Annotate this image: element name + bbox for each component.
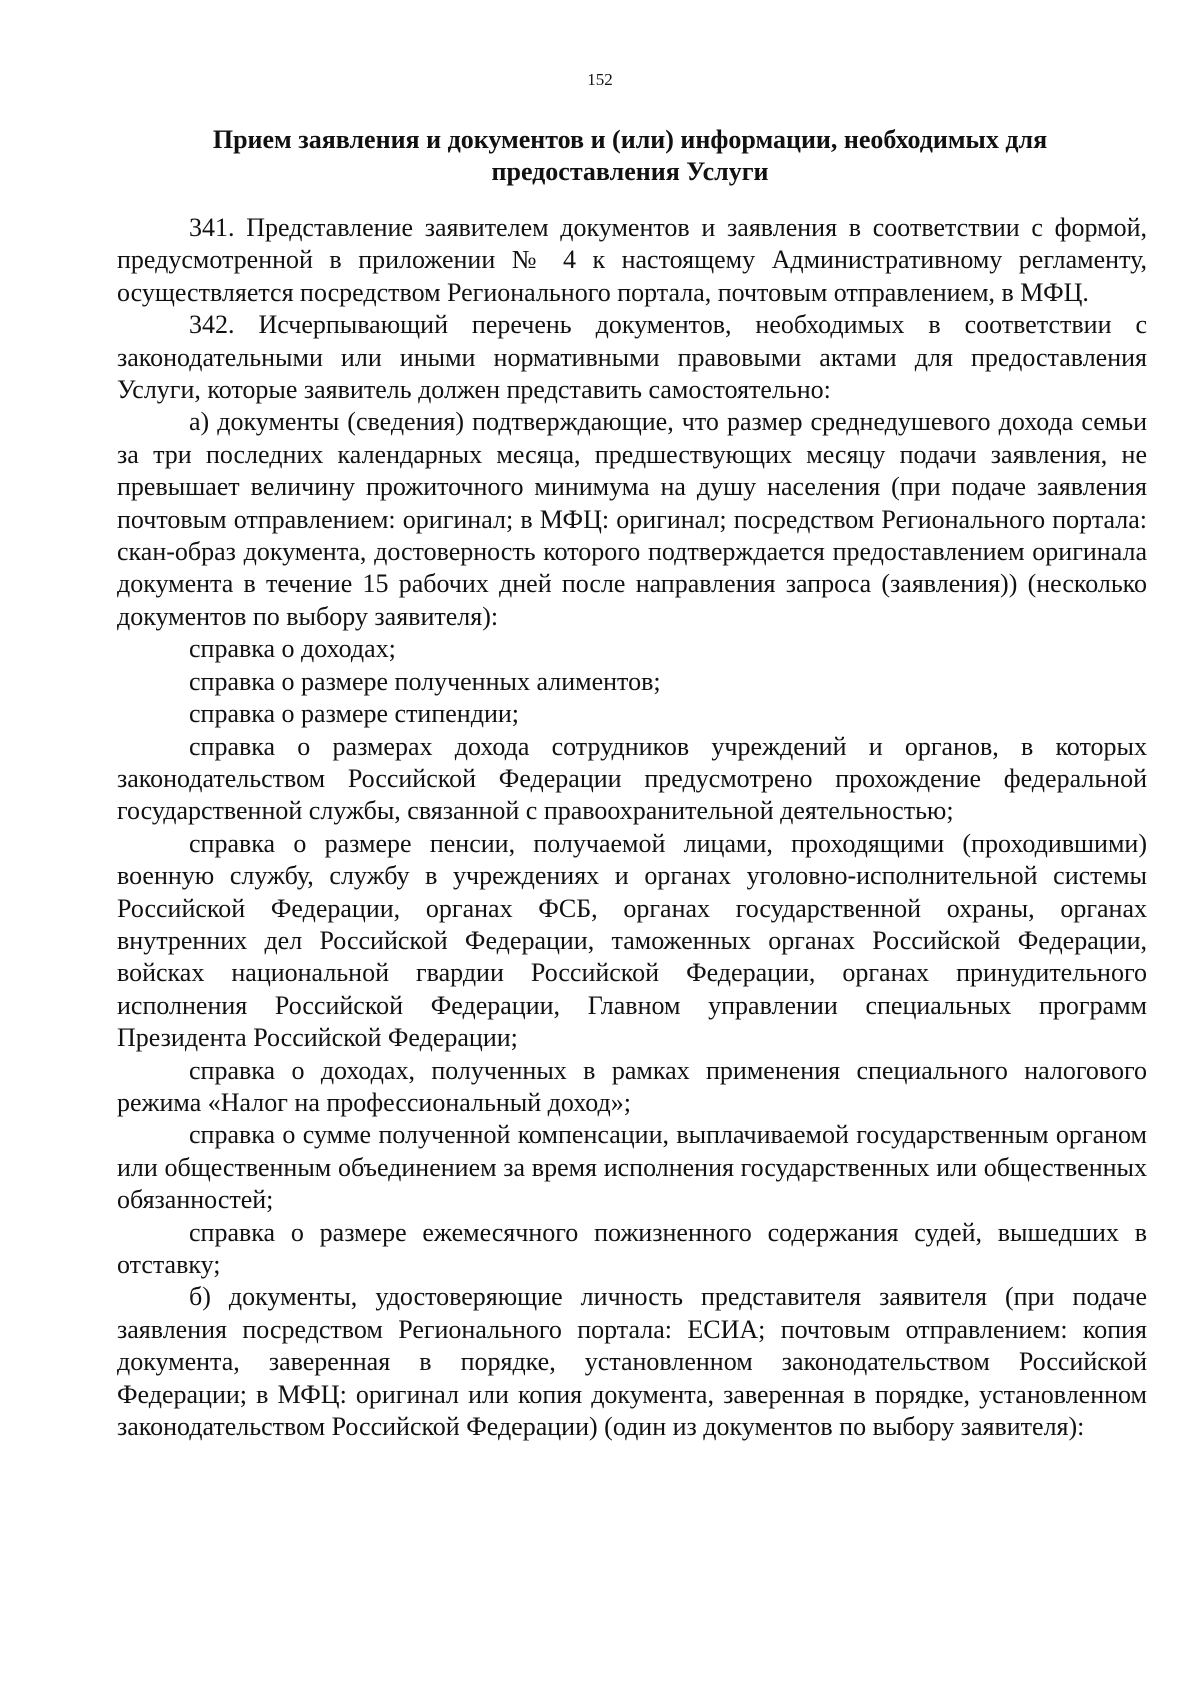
paragraph-341: 341. Представление заявителем документов и заявления в соответствии с формой, предусмотренной в приложении № 4 к настоящему Административному регламенту, осуществляется посредством Регионального портала, почтовым отправлением, в МФЦ. [117, 213, 1147, 307]
page-number: 152 [587, 70, 613, 89]
paragraph-342: 342. Исчерпывающий перечень документов, необходимых в соответствии с законодательными или иными нормативными правовыми актами для предоставления Услуги, которые заявитель должен представить самостоятельно: [117, 310, 1147, 405]
list-item-stipend-certificate: справка о размере стипендии; [189, 699, 519, 729]
list-item-income-certificate: справка о доходах; [189, 634, 396, 664]
list-item-judge-allowance: справка о размере ежемесячного пожизненного содержания судей, вышедших в отставку; [117, 1217, 1147, 1279]
list-item-b: б) документы, удостоверяющие личность представителя заявителя (при подаче заявления посредством Регионального портала: ЕСИА; почтовым отправлением: копия документа, заверенная в порядке, установленном законодательством Российской Федерации; в МФЦ: оригинал или копия документа, заверенная в порядке, установленном законодательством Российской Федерации) (один из документов по выбору заявителя): [117, 1282, 1147, 1442]
list-item-alimony-certificate: справка о размере полученных алиментов; [189, 666, 661, 696]
list-item-self-employed-income: справка о доходах, полученных в рамках применения специального налогового режима «Налог на профессиональный доход»; [117, 1055, 1147, 1117]
list-item-a: а) документы (сведения) подтверждающие, что размер среднедушевого дохода семьи за три последних календарных месяца, предшествующих месяцу подачи заявления, не превышает величину прожиточного минимума на душу населения (при подаче заявления почтовым отправлением: оригинал; в МФЦ: оригинал; посредством Регионального портала: скан-образ документа, достоверность которого подтверждается предоставлением оригинала документа в течение 15 рабочих дней после направления запроса (заявления)) (несколько документов по выбору заявителя): [117, 407, 1147, 631]
list-item-pension-certificate: справка о размере пенсии, получаемой лицами, проходящими (проходившими) военную службу, службу в учреждениях и органах уголовно-исполнительной системы Российской Федерации, органах ФСБ, органах государственной охраны, органах внутренних дел Российской Федерации, таможенных органах Российской Федерации, войсках национальной гвардии Российской Федерации, органах принудительного исполнения Российской Федерации, Главном управлении специальных программ Президента Российской Федерации; [117, 828, 1147, 1053]
section-heading: Прием заявления и документов и (или) информации, необходимых для предоставления Услуги [212, 125, 1048, 186]
list-item-compensation-certificate: справка о сумме полученной компенсации, выплачиваемой государственным органом или общественным объединением за время исполнения государственных или общественных обязанностей; [117, 1120, 1147, 1215]
list-item-law-enforcement-income: справка о размерах дохода сотрудников учреждений и органов, в которых законодательством Российской Федерации предусмотрено прохождение федеральной государственной службы, связанной с правоохранительной деятельностью; [117, 731, 1147, 826]
document-body [117, 212, 1147, 1443]
